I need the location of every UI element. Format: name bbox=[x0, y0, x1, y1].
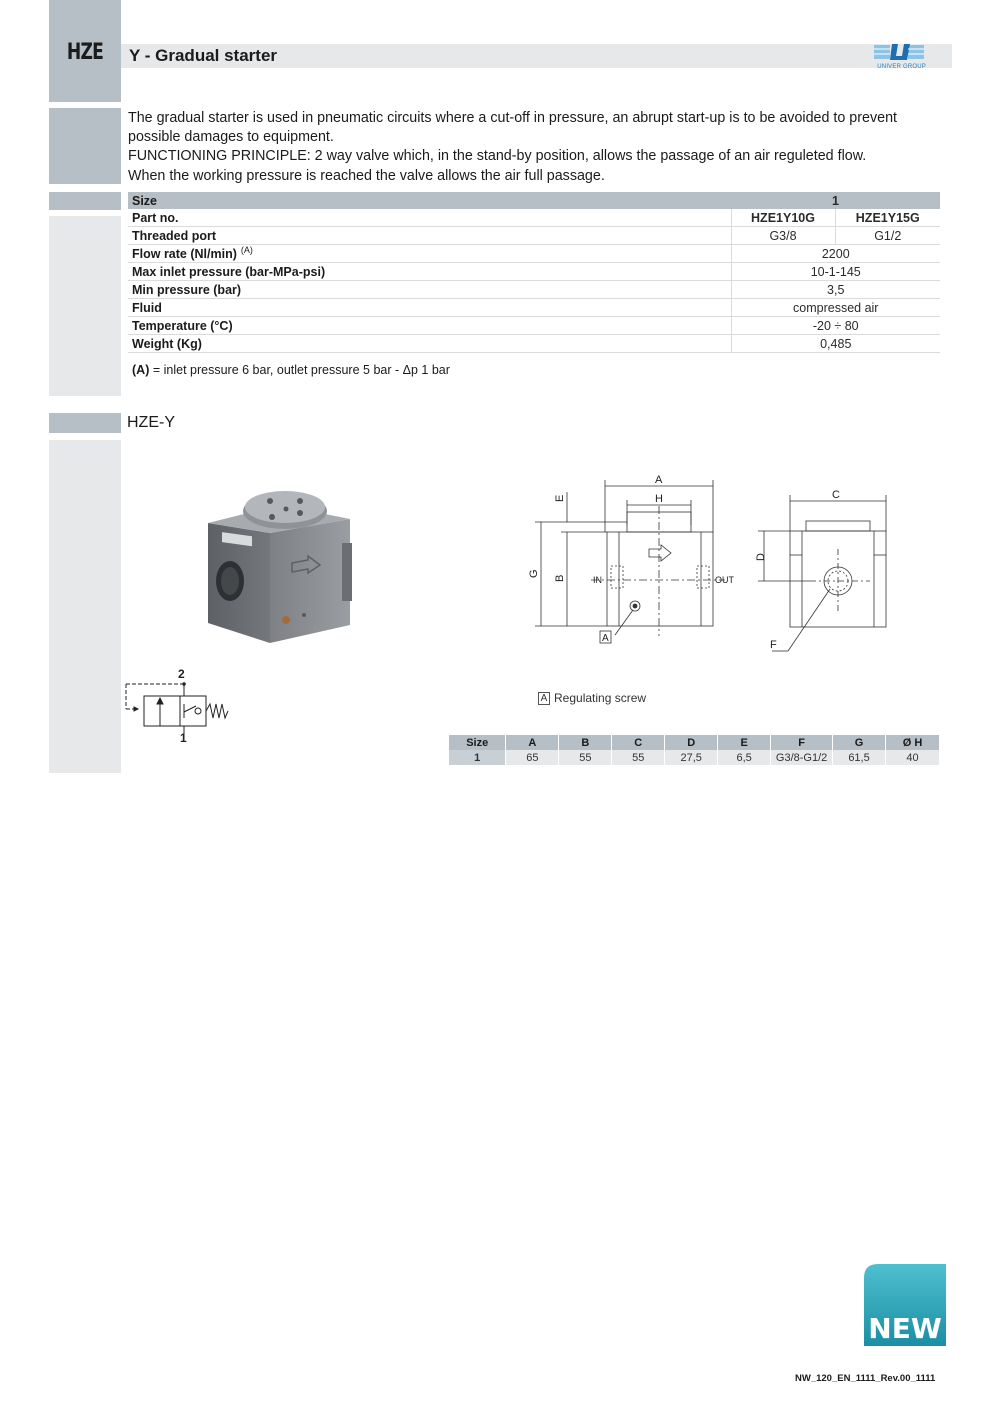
fluid-label: Fluid bbox=[128, 299, 731, 317]
description-line-3: FUNCTIONING PRINCIPLE: 2 way valve which, in the stand-by position, allows the passage of an air reguleted flow. bbox=[128, 148, 867, 164]
product-code-box bbox=[49, 0, 121, 102]
dim-label-f: F bbox=[770, 639, 777, 651]
port-in-label: IN bbox=[593, 575, 602, 585]
port-label: Threaded port bbox=[128, 227, 731, 245]
flow-label bbox=[128, 245, 731, 263]
dim-header-d: D bbox=[665, 735, 718, 750]
pneumatic-symbol bbox=[120, 664, 235, 744]
flow-value: 2200 bbox=[731, 245, 940, 263]
table-header-row bbox=[449, 735, 940, 750]
new-badge bbox=[864, 1264, 946, 1346]
dimensions-table bbox=[449, 735, 940, 765]
page-title: Y - Gradual starter bbox=[129, 46, 278, 65]
logo-text: UNIVER GROUP bbox=[877, 64, 926, 70]
dim-cell-c: 55 bbox=[612, 750, 665, 765]
screw-label: A bbox=[602, 633, 609, 644]
min-pressure-label: Min pressure (bar) bbox=[128, 281, 731, 299]
product-photo bbox=[200, 483, 360, 648]
dim-header-f: F bbox=[771, 735, 833, 750]
spec-table bbox=[128, 192, 940, 353]
section-label: HZE-Y bbox=[127, 414, 175, 431]
port-value-1: G3/8 bbox=[731, 227, 835, 245]
description-line-2: possible damages to equipment. bbox=[128, 129, 334, 145]
regulating-screw-text: Regulating screw bbox=[554, 691, 647, 705]
dim-cell-h: 40 bbox=[886, 750, 940, 765]
dim-cell-f: G3/8-G1/2 bbox=[771, 750, 833, 765]
dim-cell-size: 1 bbox=[449, 750, 506, 765]
document-code: NW_120_EN_1111_Rev.00_1111 bbox=[795, 1373, 936, 1384]
dim-header-b: B bbox=[559, 735, 612, 750]
footnote-text: = inlet pressure 6 bar, outlet pressure 5 bar - Δp 1 bar bbox=[149, 363, 450, 377]
dim-cell-e: 6,5 bbox=[718, 750, 771, 765]
weight-value: 0,485 bbox=[731, 335, 940, 353]
size-value: 1 bbox=[731, 192, 940, 209]
table-row bbox=[128, 209, 940, 227]
port-value-2: G1/2 bbox=[835, 227, 940, 245]
dim-header-e: E bbox=[718, 735, 771, 750]
dim-header-h: Ø H bbox=[886, 735, 940, 750]
table-row bbox=[449, 750, 940, 765]
temperature-label: Temperature (°C) bbox=[128, 317, 731, 335]
title-bar bbox=[121, 44, 952, 68]
temperature-value: -20 ÷ 80 bbox=[731, 317, 940, 335]
weight-label: Weight (Kg) bbox=[128, 335, 731, 353]
flow-superscript: (A) bbox=[240, 245, 253, 256]
sidebar-block-size bbox=[49, 192, 121, 210]
dim-label-a: A bbox=[655, 474, 663, 486]
dim-header-a: A bbox=[506, 735, 559, 750]
part-label: Part no. bbox=[128, 209, 731, 227]
dim-label-c: C bbox=[832, 489, 840, 501]
max-pressure-value: 10-1-145 bbox=[731, 263, 940, 281]
flow-label-text: Flow rate (Nl/min) bbox=[132, 247, 237, 262]
footnote-prefix: (A) bbox=[132, 363, 150, 377]
dim-cell-g: 61,5 bbox=[833, 750, 886, 765]
drawing-side-view bbox=[750, 485, 890, 655]
size-label: Size bbox=[128, 192, 731, 209]
dim-header-size: Size bbox=[449, 735, 506, 750]
description-line-4: When the working pressure is reached the valve allows the air full passage. bbox=[128, 168, 605, 184]
dim-cell-a: 65 bbox=[506, 750, 559, 765]
port-out-label: OUT bbox=[715, 575, 734, 585]
max-pressure-label: Max inlet pressure (bar-MPa-psi) bbox=[128, 263, 731, 281]
new-badge-text: NEW bbox=[868, 1312, 942, 1345]
table-row bbox=[128, 263, 940, 281]
table-row bbox=[128, 227, 940, 245]
table-row bbox=[128, 192, 940, 209]
dim-label-h: H bbox=[655, 493, 663, 505]
table-row bbox=[128, 299, 940, 317]
table-row bbox=[128, 317, 940, 335]
dim-label-b: B bbox=[554, 574, 566, 582]
description-line-1: The gradual starter is used in pneumatic circuits where a cut-off in pressure, an abrupt start-up is to be avoided to prevent bbox=[128, 110, 897, 126]
min-pressure-value: 3,5 bbox=[731, 281, 940, 299]
univer-logo bbox=[872, 42, 926, 68]
table-row bbox=[128, 281, 940, 299]
part-value-1: HZE1Y10G bbox=[731, 209, 835, 227]
part-value-2: HZE1Y15G bbox=[835, 209, 940, 227]
dim-label-d: D bbox=[755, 553, 767, 561]
dim-label-e: E bbox=[554, 494, 566, 502]
regulating-screw-note bbox=[538, 691, 646, 705]
dim-label-g: G bbox=[528, 569, 540, 578]
drawing-front-view bbox=[525, 470, 745, 650]
sidebar-block-drawing bbox=[49, 440, 121, 773]
product-code: HZE bbox=[66, 40, 104, 65]
dim-header-g: G bbox=[833, 735, 886, 750]
footnote bbox=[132, 363, 450, 377]
univer-logo-icon bbox=[872, 42, 926, 62]
fluid-value: compressed air bbox=[731, 299, 940, 317]
sidebar-block-spec bbox=[49, 216, 121, 396]
symbol-port-1: 1 bbox=[180, 731, 187, 744]
dim-cell-d: 27,5 bbox=[665, 750, 718, 765]
sidebar-block-section bbox=[49, 413, 121, 433]
table-row bbox=[128, 245, 940, 263]
regulating-screw-box: A bbox=[538, 692, 550, 705]
symbol-port-2: 2 bbox=[178, 667, 185, 681]
sidebar-block-description bbox=[49, 108, 121, 184]
dim-header-c: C bbox=[612, 735, 665, 750]
table-row bbox=[128, 335, 940, 353]
dim-cell-b: 55 bbox=[559, 750, 612, 765]
